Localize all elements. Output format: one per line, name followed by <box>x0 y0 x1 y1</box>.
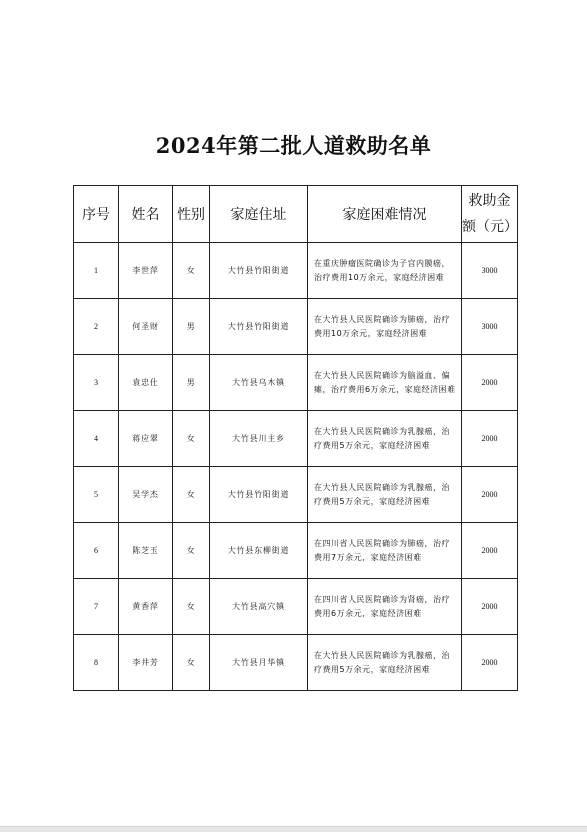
page-title: 2024年第二批人道救助名单 <box>155 133 432 158</box>
header-index: 序号 <box>74 186 119 243</box>
cell-name: 黄香萍 <box>119 579 173 635</box>
cell-amount: 3000 <box>462 243 518 299</box>
cell-amount: 3000 <box>462 299 518 355</box>
table-body <box>74 243 518 691</box>
cell-index: 3 <box>74 355 119 411</box>
cell-address: 大竹县高穴镇 <box>210 579 308 635</box>
cell-amount: 2000 <box>462 411 518 467</box>
cell-gender: 男 <box>173 355 210 411</box>
cell-index: 7 <box>74 579 119 635</box>
table-row <box>74 579 518 635</box>
relief-list-table <box>73 185 518 691</box>
cell-index: 6 <box>74 523 119 579</box>
cell-name: 吴学杰 <box>119 467 173 523</box>
cell-situation: 在大竹县人民医院确诊为乳腺癌，治疗费用5万余元，家庭经济困难 <box>308 411 462 467</box>
cell-address: 大竹县川主乡 <box>210 411 308 467</box>
header-situation: 家庭困难情况 <box>308 186 462 243</box>
cell-amount: 2000 <box>462 579 518 635</box>
cell-address: 大竹县竹阳街道 <box>210 299 308 355</box>
bottom-strip <box>0 826 587 832</box>
cell-amount: 2000 <box>462 523 518 579</box>
cell-situation: 在四川省人民医院确诊为肾癌，治疗费用6万余元，家庭经济困难 <box>308 579 462 635</box>
header-amount-line1: 救助金 <box>468 193 511 209</box>
cell-amount: 2000 <box>462 467 518 523</box>
cell-index: 8 <box>74 635 119 691</box>
cell-address: 大竹县乌木镇 <box>210 355 308 411</box>
cell-situation: 在大竹县人民医院确诊为肺癌，治疗费用10万余元，家庭经济困难 <box>308 299 462 355</box>
header-name: 姓名 <box>119 186 173 243</box>
cell-address: 大竹县东柳街道 <box>210 523 308 579</box>
cell-address: 大竹县竹阳街道 <box>210 467 308 523</box>
cell-amount: 2000 <box>462 635 518 691</box>
cell-name: 李世萍 <box>119 243 173 299</box>
table-row <box>74 635 518 691</box>
cell-name: 李井芳 <box>119 635 173 691</box>
cell-gender: 女 <box>173 467 210 523</box>
table-row <box>74 299 518 355</box>
table-row <box>74 467 518 523</box>
cell-situation: 在大竹县人民医院确诊为脑溢血、偏瘫，治疗费用6万余元，家庭经济困难 <box>308 355 462 411</box>
header-amount <box>462 186 518 243</box>
cell-situation: 在大竹县人民医院确诊为乳腺癌，治疗费用5万余元，家庭经济困难 <box>308 467 462 523</box>
cell-index: 4 <box>74 411 119 467</box>
cell-name: 何圣财 <box>119 299 173 355</box>
table-row <box>74 523 518 579</box>
cell-name: 蒋应翠 <box>119 411 173 467</box>
header-amount-line2: 额（元） <box>462 219 518 235</box>
table-row <box>74 355 518 411</box>
cell-gender: 女 <box>173 243 210 299</box>
cell-gender: 男 <box>173 299 210 355</box>
cell-name: 陈芝玉 <box>119 523 173 579</box>
cell-situation: 在四川省人民医院确诊为肺癌，治疗费用7万余元，家庭经济困难 <box>308 523 462 579</box>
cell-index: 5 <box>74 467 119 523</box>
cell-address: 大竹县竹阳街道 <box>210 243 308 299</box>
table-row <box>74 243 518 299</box>
cell-gender: 女 <box>173 523 210 579</box>
cell-gender: 女 <box>173 579 210 635</box>
cell-amount: 2000 <box>462 355 518 411</box>
table-row <box>74 411 518 467</box>
cell-address: 大竹县月华镇 <box>210 635 308 691</box>
table-header-row <box>74 186 518 243</box>
cell-situation: 在重庆肿瘤医院确诊为子宫内膜癌，治疗费用10万余元，家庭经济困难 <box>308 243 462 299</box>
cell-index: 2 <box>74 299 119 355</box>
cell-gender: 女 <box>173 635 210 691</box>
cell-gender: 女 <box>173 411 210 467</box>
cell-situation: 在大竹县人民医院确诊为乳腺癌，治疗费用5万余元，家庭经济困难 <box>308 635 462 691</box>
header-address: 家庭住址 <box>210 186 308 243</box>
cell-name: 袁忠仕 <box>119 355 173 411</box>
cell-index: 1 <box>74 243 119 299</box>
header-gender: 性别 <box>173 186 210 243</box>
